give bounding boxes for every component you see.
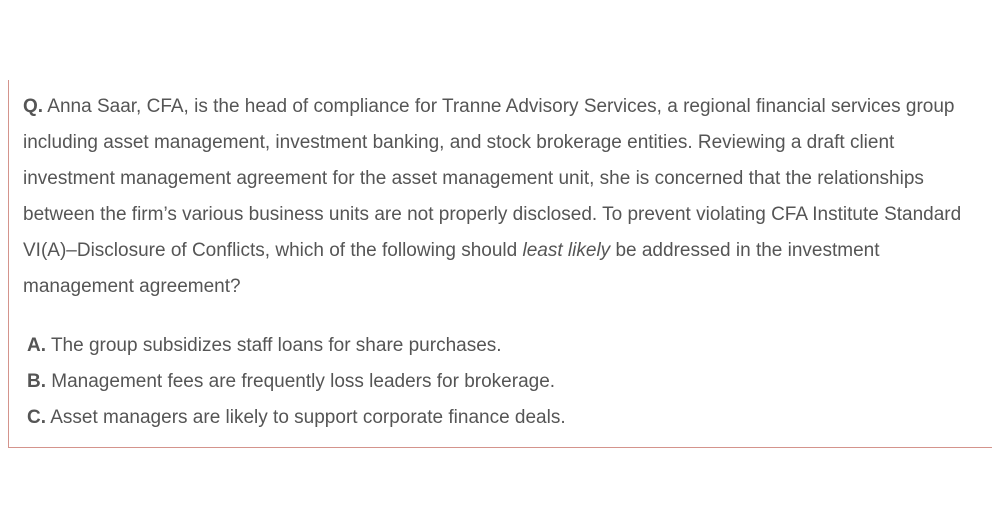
question-text-part2: be addressed in the investment management agreement? [23,240,880,297]
option-a-label: A. [27,335,46,356]
question-emphasis: least likely [522,240,611,261]
option-b-text: Management fees are frequently loss leaders for brokerage. [51,371,556,392]
option-b-label: B. [27,371,46,392]
question-label: Q. [23,96,44,117]
option-a[interactable] [27,328,566,364]
answer-options [27,328,566,436]
option-c-text: Asset managers are likely to support corporate finance deals. [50,407,566,428]
option-c[interactable] [27,400,566,436]
option-a-text: The group subsidizes staff loans for share purchases. [50,335,502,356]
question-stem [23,89,973,305]
question-text-part1: Anna Saar, CFA, is the head of compliance for Tranne Advisory Services, a regional financial services group including asset management, investment banking, and stock brokerage entities. Reviewing a draft client investment management agreement for the asset management unit, she is concerned that the relationships between the firm’s various business units are not properly disclosed. To prevent violating CFA Institute Standard VI(A)–Disclosure of Conflicts, which of the following should [23,96,962,261]
option-c-label: C. [27,407,46,428]
option-b[interactable] [27,364,566,400]
question-card [8,80,992,448]
